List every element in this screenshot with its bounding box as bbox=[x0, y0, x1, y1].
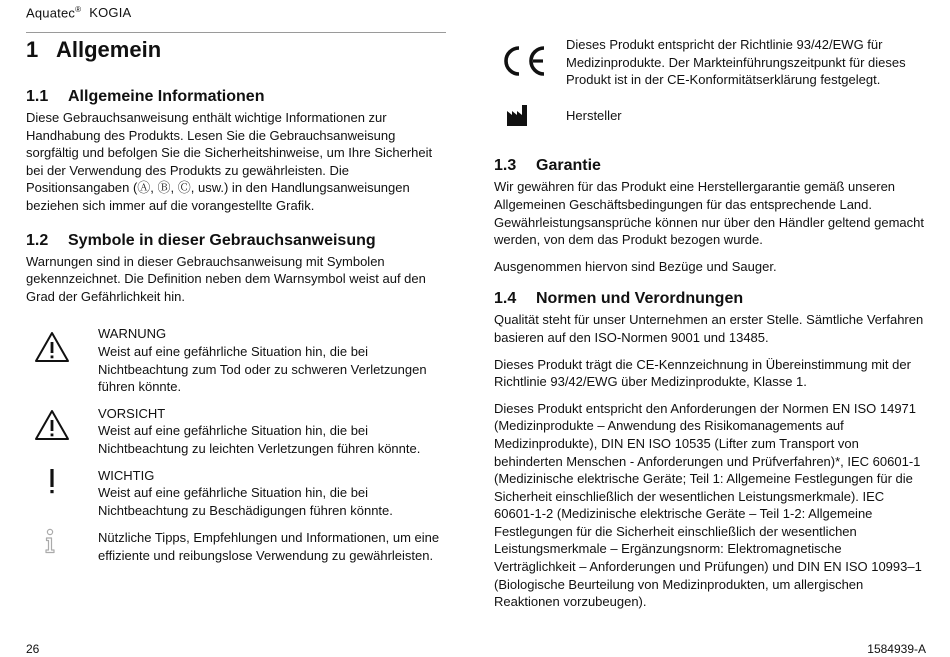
section-1-2-heading bbox=[26, 231, 446, 251]
right-column bbox=[494, 32, 924, 611]
section-1-3-paragraph-2: Ausgenommen hiervon sind Bezüge und Sauger. bbox=[494, 258, 777, 274]
section-title: Garantie bbox=[536, 157, 601, 175]
chapter-number: 1 bbox=[26, 37, 39, 62]
running-header bbox=[26, 5, 131, 20]
symbol-warning-row bbox=[26, 325, 446, 395]
ce-mark-icon bbox=[500, 44, 548, 83]
section-1-4-heading bbox=[494, 289, 924, 309]
ce-row bbox=[494, 36, 924, 89]
symbol-description: Weist auf eine gefährliche Situation hin, die bei Nichtbeachtung zum Tod oder zu schweren Verletzungen führen könnte. bbox=[98, 343, 427, 395]
manufacturer-factory-icon bbox=[506, 103, 530, 132]
caution-triangle-icon bbox=[34, 409, 70, 446]
symbol-important-body bbox=[98, 467, 446, 520]
symbol-info-row bbox=[26, 529, 446, 564]
symbol-label: WICHTIG bbox=[98, 467, 155, 483]
symbol-description: Nützliche Tipps, Empfehlungen und Informationen, um eine effiziente und reibungslose Verwendung zu gewährleisten. bbox=[98, 530, 440, 563]
section-1-4-paragraph-3: Dieses Produkt entspricht den Anforderungen der Normen EN ISO 14971 (Medizinprodukte – Anwendung des Risikomanagements auf Medizinprodukte), DIN EN ISO 10535 (Lifter zum Transport von behinderten Menschen - Anforderungen und Prüfverfahren)*, IEC 60601-1 (Medizinische elektrische Geräte; Teil 1: Allgemeine Festlegungen für die Sicherheit einschließlich der wesentlichen Leistungsmerkmale). IEC 60601-1-2 (Medizinische elektrische Geräte – Teil 1-2: Allgemeine Festlegungen für die Sicherheit einschließlich der wesentlichen Leistungsmerkmale – Ergänzungsnorm: Elektromagnetische Verträglichkeit – Anforderungen und Prüfungen) und DIN EN ISO 10993–1 (Biologische Beurteilung von Medizinprodukten, um allergischen Reaktionen vorzubeugen). bbox=[494, 400, 922, 610]
manufacturer-text-body bbox=[566, 107, 924, 125]
section-1-1-text: Diese Gebrauchsanweisung enthält wichtige Informationen zur Handhabung des Produkts. Lesen Sie die Gebrauchsanweisung sorgfältig und befolgen Sie die Sicherheitshinweise, um Ihre Sicherheit bei der Verwendung des Produkts zu gewährleisten. Die Positionsangaben (Ⓐ, Ⓑ, Ⓒ, usw.) in den Handlungsanweisungen beziehen sich immer auf die vorangestellte Grafik. bbox=[26, 110, 433, 213]
symbol-description: Weist auf eine gefährliche Situation hin, die bei Nichtbeachtung zu Beschädigungen führen könnte. bbox=[98, 485, 393, 518]
symbol-important-row bbox=[26, 467, 446, 520]
section-title: Normen und Verordnungen bbox=[536, 290, 744, 308]
section-number: 1.4 bbox=[494, 290, 517, 308]
section-number: 1.3 bbox=[494, 157, 517, 175]
section-1-3-heading bbox=[494, 156, 924, 176]
section-title: Allgemeine Informationen bbox=[68, 88, 265, 105]
exclamation-icon bbox=[46, 467, 58, 502]
symbol-caution-body bbox=[98, 405, 446, 458]
section-1-4-paragraph-2: Dieses Produkt trägt die CE-Kennzeichnung in Übereinstimmung mit der Richtlinie 93/42/EWG über Medizinprodukte, Klasse 1. bbox=[494, 356, 911, 390]
symbol-warning-body bbox=[98, 325, 446, 395]
ce-description: Dieses Produkt entspricht der Richtlinie 93/42/EWG für Medizinprodukte. Der Markteinführungszeitpunkt für dieses Produkt ist in der CE-Konformitätserklärung festgelegt. bbox=[566, 37, 906, 88]
symbol-label: WARNUNG bbox=[98, 326, 167, 342]
chapter-title-text: Allgemein bbox=[56, 37, 162, 62]
section-1-4-paragraph-1: Qualität steht für unser Unternehmen an erster Stelle. Sämtliche Verfahren basieren auf den ISO-Normen 9001 und 13485. bbox=[494, 312, 924, 345]
section-number: 1.2 bbox=[26, 231, 49, 249]
manufacturer-label: Hersteller bbox=[566, 107, 622, 123]
section-1-1-heading bbox=[26, 87, 446, 107]
chapter-rule bbox=[26, 32, 446, 33]
symbol-caution-row bbox=[26, 405, 446, 458]
manufacturer-row bbox=[494, 107, 924, 125]
symbol-label: VORSICHT bbox=[98, 405, 166, 421]
chapter-title bbox=[26, 37, 446, 63]
section-1-2-text: Warnungen sind in dieser Gebrauchsanweisung mit Symbolen gekennzeichnet. Die Definition neben dem Warnsymbol weist auf den Grad der Gefährlichkeit hin. bbox=[26, 253, 426, 304]
document-id: 1584939-A bbox=[867, 642, 926, 656]
warning-triangle-icon bbox=[34, 331, 70, 368]
page-number: 26 bbox=[26, 642, 40, 656]
symbol-description: Weist auf eine gefährliche Situation hin, die bei Nichtbeachtung zu leichten Verletzungen führen könnte. bbox=[98, 423, 421, 456]
ce-text-body bbox=[566, 36, 924, 89]
section-1-3-paragraph-1: Wir gewähren für das Produkt eine Herstellergarantie gemäß unseren Allgemeinen Geschäftsbedingungen für das entsprechende Land. Gewährleistungsansprüche können nur über den Händler geltend gemacht werden, von dem das Produkt bezogen wurde. bbox=[494, 179, 925, 248]
brand-name: Aquatec bbox=[26, 5, 76, 21]
section-title: Symbole in dieser Gebrauchsanweisung bbox=[68, 231, 376, 249]
left-column bbox=[26, 32, 446, 564]
section-number: 1.1 bbox=[26, 88, 49, 105]
symbol-info-body bbox=[98, 529, 446, 564]
registered-mark: ® bbox=[75, 5, 82, 14]
model-name: KOGIA bbox=[89, 5, 132, 21]
info-icon bbox=[42, 527, 58, 560]
